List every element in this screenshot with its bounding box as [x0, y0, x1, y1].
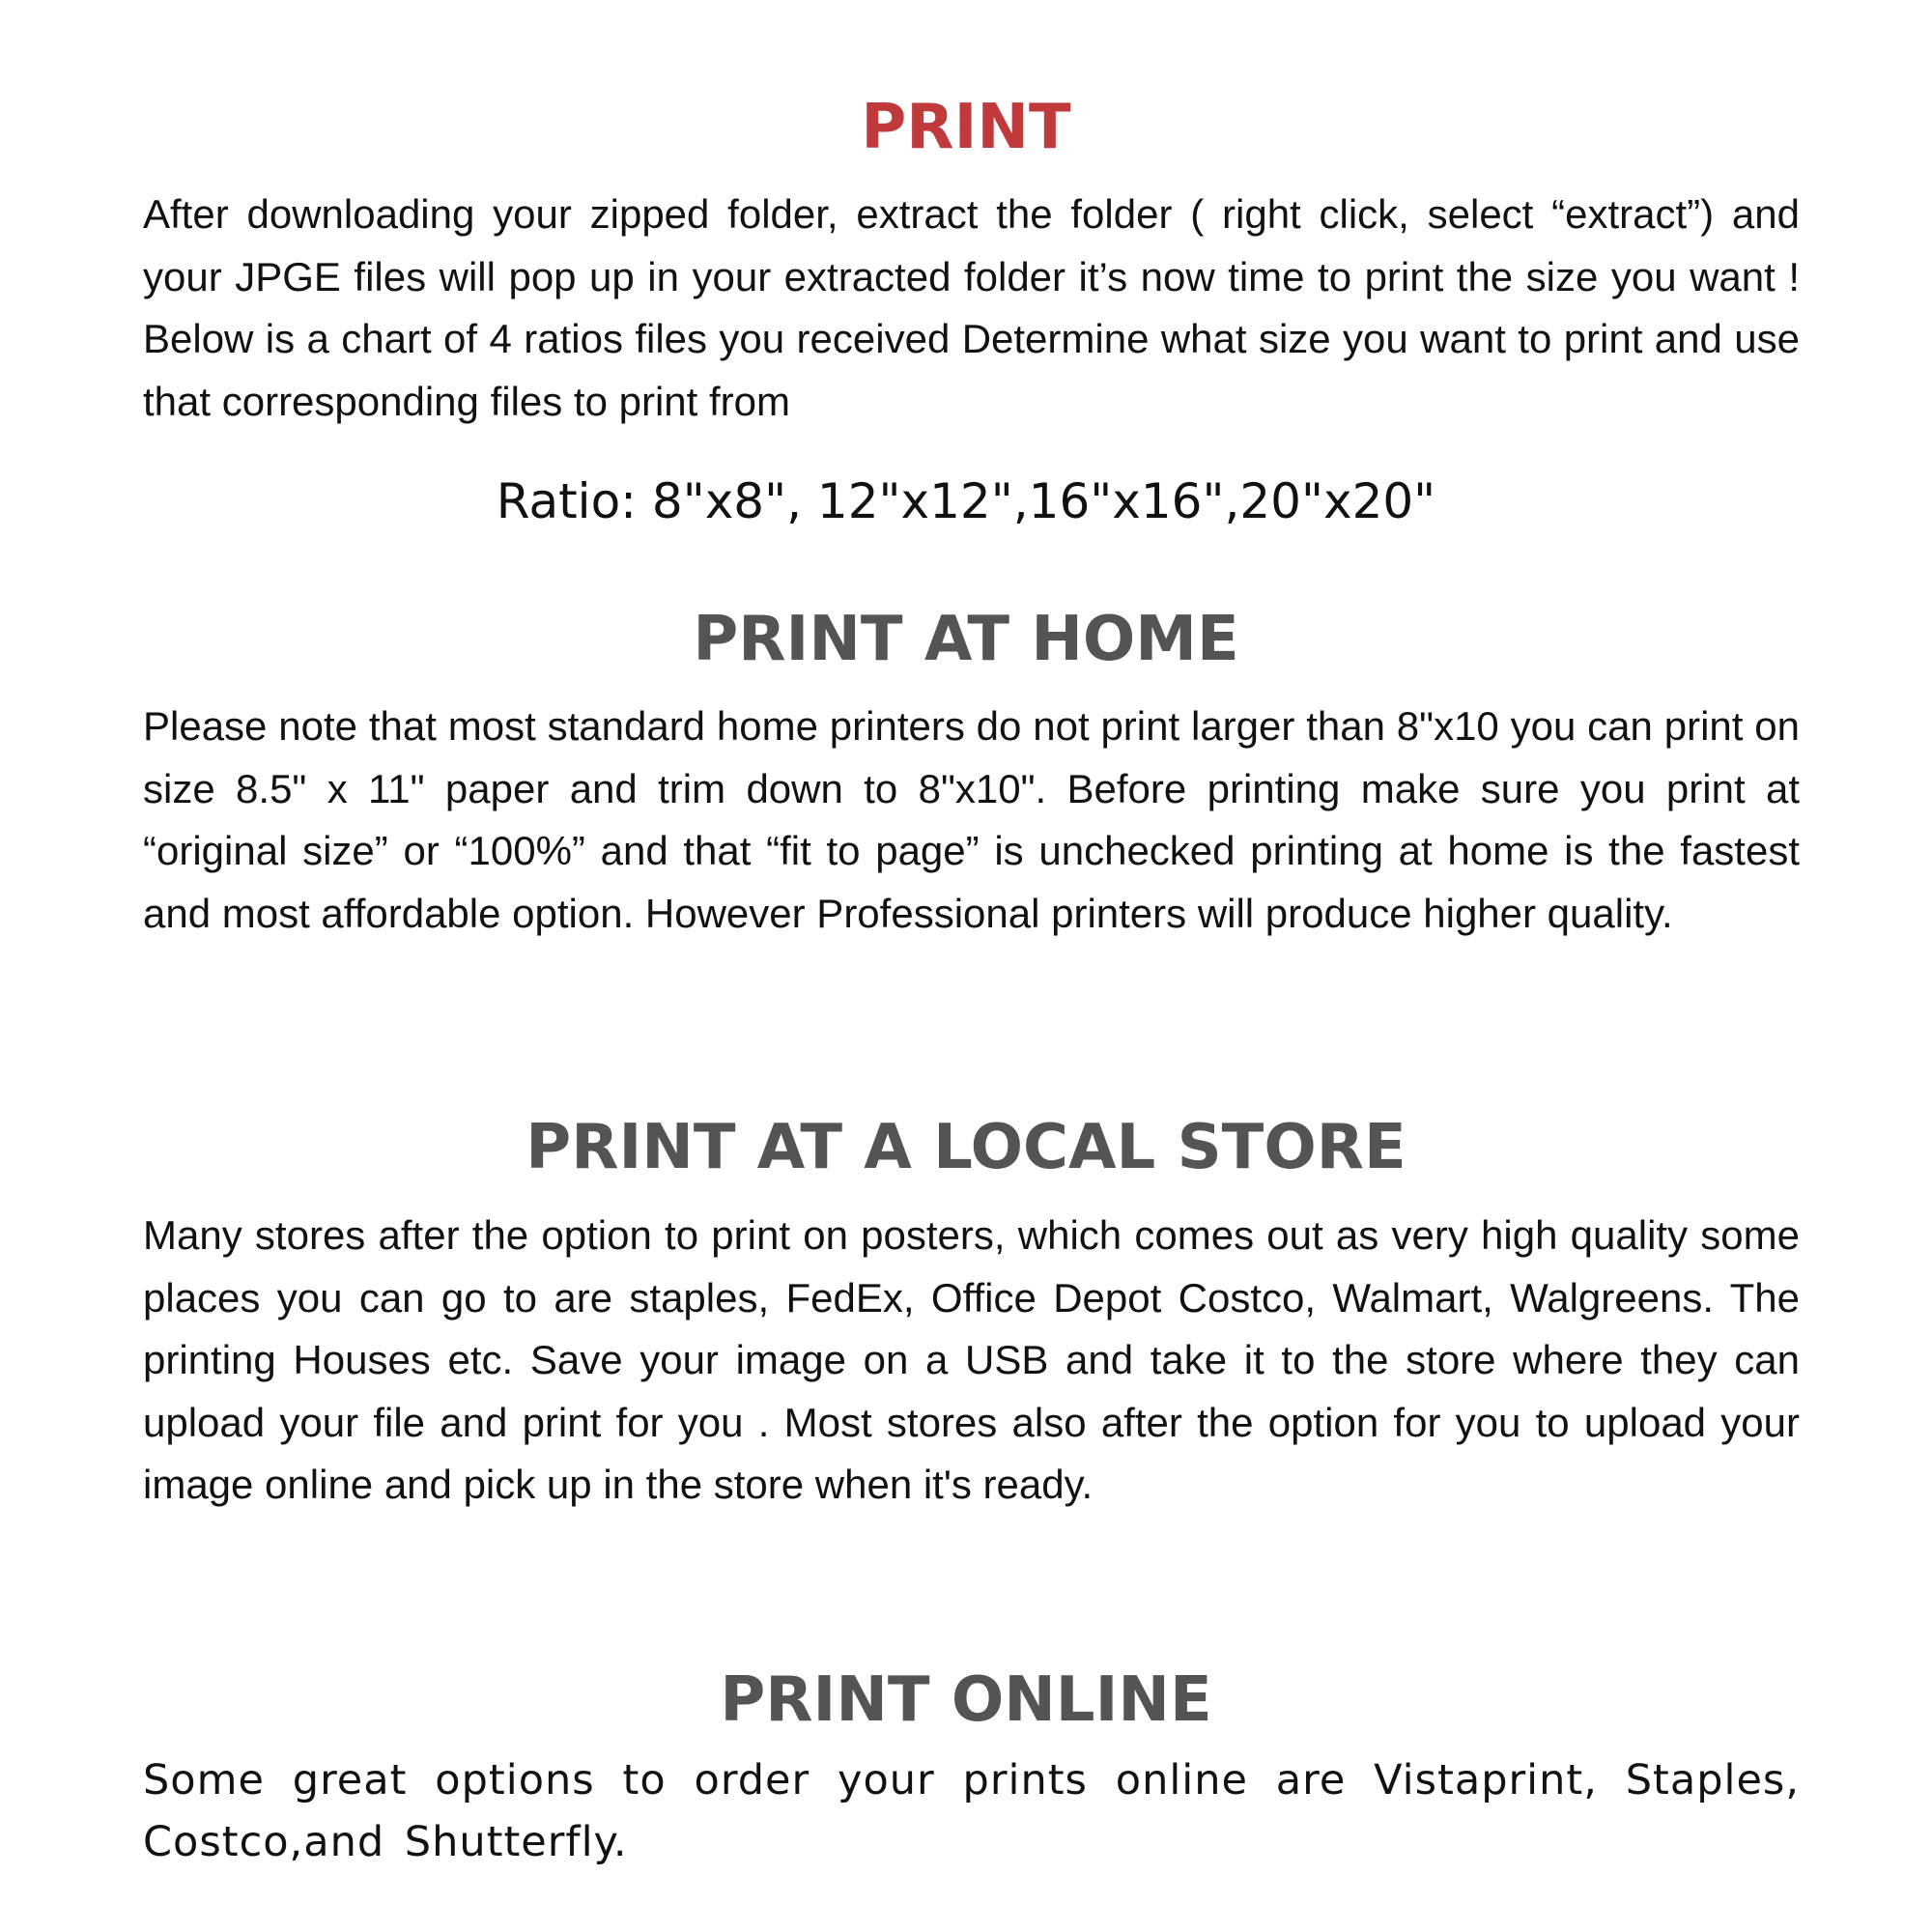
print-at-local-store-heading: PRINT AT A LOCAL STORE	[526, 1112, 1406, 1183]
print-body-text: After downloading your zipped folder, extract the folder ( right click, select “extract”) and your JPGE files will pop up in your extracted folder it’s now time to print the size you want ! Below is a chart of 4 ratios files you received Determine what size you want to print and use that corresponding files to print from	[143, 191, 1800, 424]
print-at-local-store-body-text: Many stores after the option to print on posters, which comes out as very high quality some places you can go to are staples, FedEx, Office Depot Costco, Walmart, Walgreens. The printing Houses etc. Save your image on a USB and take it to the store where they can upload your file and print for you . Most stores also after the option for you to upload your image online and pick up in the store when it's ready.	[143, 1212, 1800, 1507]
print-heading: PRINT	[861, 92, 1071, 163]
ratio-line: Ratio: 8"x8", 12"x12",16"x16",20"x20"	[496, 473, 1436, 529]
print-at-home-heading: PRINT AT HOME	[693, 604, 1239, 675]
print-at-home-body-text: Please note that most standard home printers do not print larger than 8"x10 you can print on size 8.5" x 11" paper and trim down to 8"x10". Before printing make sure you print at “original size” or “100%” and that “fit to page” is unchecked printing at home is the fastest and most affordable option. However Professional printers will produce higher quality.	[143, 703, 1800, 936]
print-online-body-text: Some great options to order your prints online are Vistaprint, Staples, Costco,and Shutterfly.	[143, 1756, 1800, 1866]
print-online-heading: PRINT ONLINE	[720, 1664, 1212, 1736]
